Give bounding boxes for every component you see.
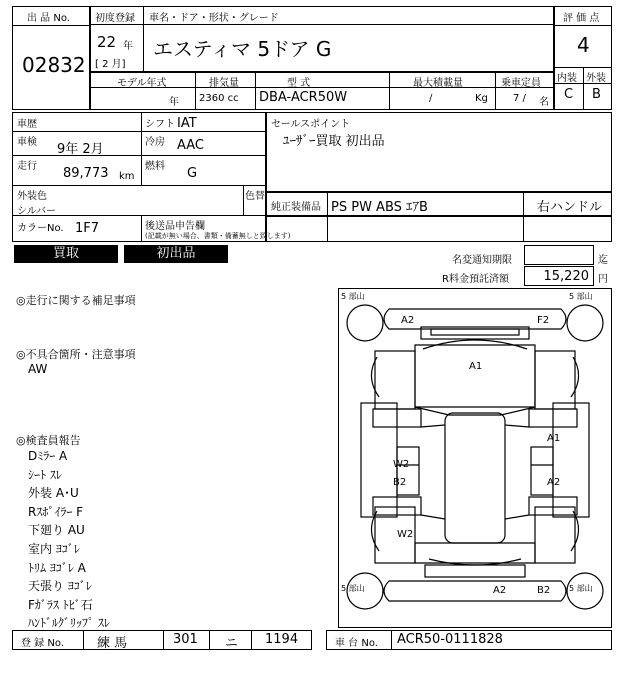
inspector-item: 室内 ﾖｺﾞﾚ	[28, 541, 80, 556]
ac-label: 冷房	[145, 137, 165, 148]
inspector-item: Rｽﾎﾟｲﾗｰ F	[28, 504, 84, 519]
defects-value: AW	[28, 362, 48, 376]
first-registration-year-unit: 年	[123, 41, 133, 52]
tag-first-listing: 初出品	[124, 245, 228, 263]
mileage-unit: km	[119, 171, 135, 182]
first-registration-year: 22	[97, 33, 117, 51]
equipment-box	[266, 192, 612, 216]
ac-value: AAC	[177, 138, 204, 153]
inspector-item: ﾊﾝﾄﾞﾙｸﾞﾘｯﾌﾟ ｽﾚ	[28, 616, 110, 631]
mileage-value: 89,773	[63, 166, 109, 181]
first-registration-label: 初度登録	[95, 13, 135, 24]
lot-number-label: 出 品 No.	[27, 13, 70, 24]
inspector-item: ﾄﾘﾑ ﾖｺﾞﾚ A	[28, 560, 86, 575]
tire-depth-rear-left: 5 部山	[341, 584, 365, 593]
mileage-label: 走行	[17, 161, 37, 172]
max-load-value: /	[429, 93, 433, 104]
mark-left-b: B2	[393, 477, 407, 488]
recycle-amount: 15,220	[543, 269, 589, 284]
mark-left-w: W2	[393, 459, 410, 470]
displacement-label: 排気量	[209, 78, 239, 89]
title-box	[90, 6, 554, 72]
history-label: 車歴	[17, 119, 37, 130]
sales-point-value: ﾕｰｻﾞｰ買取 初出品	[283, 134, 385, 149]
chassis-box	[326, 630, 612, 650]
plate-label: 登 録 No.	[21, 638, 64, 649]
model-year-label: モデル年式	[117, 78, 167, 89]
color-value: シルバー	[17, 206, 57, 217]
color-no-label: カラーNo.	[17, 223, 64, 234]
sales-point-label: セールスポイント	[271, 119, 351, 130]
interior-label: 内装	[557, 73, 577, 84]
recycle-box	[524, 266, 594, 286]
car-outline	[339, 289, 611, 627]
lot-number-box	[12, 6, 90, 110]
capacity-value: 7 /	[513, 93, 526, 104]
model-code: DBA-ACR50W	[259, 90, 348, 105]
name-change-suffix: 迄	[598, 255, 608, 266]
mark-rear-a: A2	[493, 585, 507, 596]
mark-rear-b: B2	[537, 585, 551, 596]
color-change-label: 色替	[245, 191, 265, 202]
equipment-label: 純正装備品	[271, 202, 321, 213]
mark-bonnet: A1	[469, 361, 483, 372]
chassis-label: 車 台 No.	[335, 638, 378, 649]
inspection-value: 9年 2月	[57, 142, 104, 157]
exterior-grade: B	[592, 87, 601, 102]
displacement-value: 2360 cc	[199, 93, 239, 104]
max-load-unit: Kg	[475, 93, 488, 104]
inspector-title: ◎検査員報告	[16, 434, 81, 447]
spec-row	[90, 72, 554, 110]
running-title: ◎走行に関する補足事項	[16, 294, 136, 307]
sales-point-box	[266, 112, 612, 192]
name-change-box	[524, 245, 594, 265]
equipment-value: PS PW ABS ｴｱB	[331, 200, 428, 215]
capacity-label: 乗車定員	[501, 78, 541, 89]
recycle-label: R料金預託済額	[442, 274, 509, 285]
plate-area: 練 馬	[97, 636, 128, 651]
tire-depth-front-left: 5 部山	[341, 292, 365, 301]
inspector-item: ｼｰﾄ ｽﾚ	[28, 467, 62, 482]
first-registration-month: [ 2 月]	[95, 59, 126, 70]
inspector-item: Dﾐﾗｰ A	[28, 449, 68, 463]
tire-depth-front-right: 5 部山	[569, 292, 593, 301]
interior-grade: C	[564, 87, 574, 102]
inspector-list	[28, 447, 318, 633]
car-diagram	[338, 288, 612, 628]
color-label: 外装色	[17, 191, 47, 202]
recycle-unit: 円	[598, 274, 608, 285]
tag-kaitori: 買取	[14, 245, 118, 263]
exterior-label: 外装	[586, 73, 606, 84]
lot-number: 02832	[22, 53, 86, 77]
car-name: エスティマ 5ドア G	[153, 37, 332, 61]
inspector-item: 外装 A･U	[28, 486, 79, 501]
blank-box	[266, 216, 612, 242]
car-name-label: 車名・ドア・形状・グレード	[149, 13, 279, 24]
max-load-label: 最大積載量	[413, 78, 463, 89]
plate-kana: ニ	[225, 636, 239, 651]
inspector-item: 天張り ﾖｺﾞﾚ	[28, 579, 92, 594]
mark-left-rear-w: W2	[397, 529, 414, 540]
fuel-value: G	[187, 166, 198, 181]
handle-value: 右ハンドル	[537, 200, 603, 215]
mark-front-right: F2	[537, 315, 550, 326]
name-change-label: 名変通知期限	[452, 255, 512, 266]
mark-right-a: A2	[547, 477, 561, 488]
plate-box	[12, 630, 312, 650]
shift-label: シフト	[145, 119, 175, 130]
inspection-label: 車検	[17, 137, 37, 148]
inspector-item: Fｶﾞﾗｽ ﾄﾋﾞ石	[28, 597, 93, 612]
score-label: 評 価 点	[563, 13, 600, 24]
rear-doc-note: (記載が無い場合、書類・備蓄無しと致します)	[145, 232, 291, 240]
defects-title: ◎不具合箇所・注意事項	[16, 348, 136, 361]
color-no-value: 1F7	[75, 221, 100, 236]
model-year-unit: 年	[169, 97, 179, 108]
shift-value: IAT	[177, 116, 197, 131]
mark-front-left: A2	[401, 315, 415, 326]
inspector-item: 下廻り AU	[28, 523, 85, 538]
rear-doc-label: 後送品申告欄	[145, 221, 205, 232]
details-left-box	[12, 112, 291, 242]
fuel-label: 燃料	[145, 161, 165, 172]
plate-class: 301	[173, 632, 198, 647]
score-value: 4	[577, 33, 590, 57]
type-label: 型 式	[287, 78, 311, 89]
chassis-number: ACR50-0111828	[397, 632, 503, 647]
tire-depth-rear-right: 5 部山	[569, 584, 593, 593]
score-box	[554, 6, 612, 110]
capacity-unit: 名	[539, 97, 549, 108]
plate-number: 1194	[265, 632, 299, 647]
mark-right-front: A1	[547, 433, 561, 444]
